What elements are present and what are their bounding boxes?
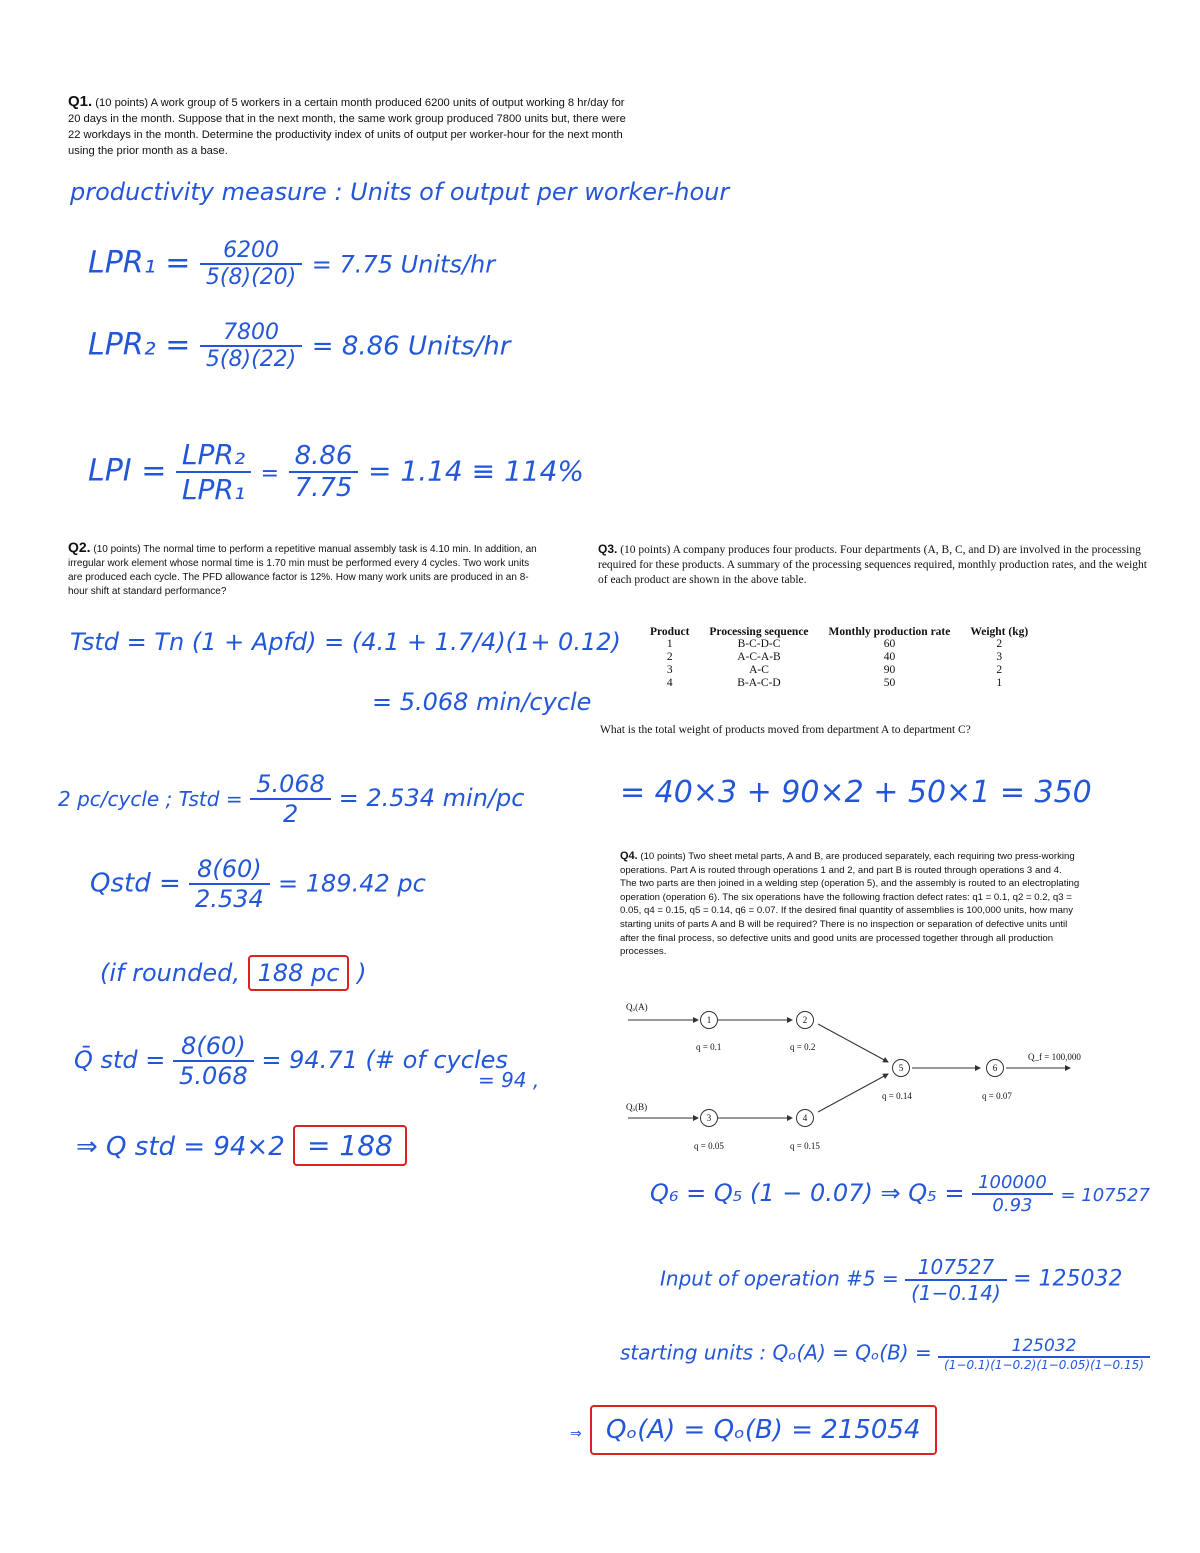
- q2-hw-per-piece: [58, 770, 524, 828]
- q4-final-answer-box: Qₒ(A) = Qₒ(B) = 215054: [590, 1405, 937, 1455]
- q3-table: [640, 626, 1038, 690]
- lpi-numerator-2: 8.86: [289, 441, 359, 473]
- q1-hw-lpr1: [88, 238, 495, 290]
- table-row: [640, 638, 1038, 651]
- q2-statement: [68, 540, 538, 599]
- lpi-fraction-2: [289, 441, 359, 503]
- start-label: starting units : Qₒ(A) = Qₒ(B) =: [620, 1340, 932, 1365]
- qb-label: Qₒ(B): [626, 1102, 648, 1112]
- table-cell: 4: [666, 677, 673, 689]
- rounded-answer-box: 188 pc: [248, 955, 350, 991]
- defect-rate-q5: q = 0.14: [882, 1091, 912, 1101]
- pc-result: = 2.534 min/pc: [338, 784, 525, 812]
- table-header-row: [640, 626, 1038, 638]
- q2-number: Q2.: [68, 539, 91, 555]
- lpi-label: LPI =: [88, 453, 167, 489]
- table-cell: 2: [996, 638, 1003, 650]
- q3-text: (10 points) A company produces four products. Four departments (A, B, C, and D) are involved in the processing required for these products. A summary of the processing sequences required, monthly production rates, and the weight of each product are shown in the above table.: [598, 544, 1147, 586]
- q2-hw-cycles: = 94 ,: [478, 1068, 540, 1092]
- qa-label: Qₒ(A): [626, 1002, 648, 1012]
- table-header: Processing sequence: [709, 626, 809, 638]
- lpr1-result: = 7.75 Units/hr: [311, 250, 496, 279]
- qbar-label: Q̄ std =: [74, 1046, 166, 1074]
- q6-label: Q₆ = Q₅ (1 − 0.07) ⇒ Q₅ =: [650, 1179, 965, 1207]
- defect-rate-q4: q = 0.15: [790, 1141, 820, 1151]
- table-cell: B-A-C-D: [737, 677, 781, 689]
- qbar-denominator: 5.068: [179, 1062, 248, 1090]
- q1-statement: [68, 94, 628, 159]
- table-row: [640, 677, 1038, 690]
- defect-rate-q2: q = 0.2: [790, 1042, 816, 1052]
- q2-hw-qstd: [90, 855, 426, 913]
- lpi-fraction: [176, 438, 251, 506]
- q3-question: What is the total weight of products moved from department A to department C?: [600, 724, 971, 736]
- input-numerator: 107527: [905, 1255, 1007, 1281]
- q4-text: (10 points) Two sheet metal parts, A and B, are produced separately, each requiring two press-working operations. Part A is routed through operations 1 and 2, and part B is routed through operations 3 and 4. The two parts are then joined in a welding step (operation 5), and the assembly is routed to an electroplating operation (operation 6). The six operations have the following fraction defect rates: q1 = 0.1, q2 = 0.2, q3 = 0.05, q4 = 0.15, q5 = 0.14, q6 = 0.07. If the desired final quantity of assemblies is 100,000 units, how many starting units of parts A and B will be required? There is no inspection or separation of defective units until after the final process, so defective units and good units are processed together through all production processes.: [620, 851, 1080, 958]
- input-fraction: [905, 1255, 1007, 1305]
- input-result: = 125032: [1013, 1266, 1123, 1292]
- defect-rate-q3: q = 0.05: [694, 1141, 724, 1151]
- table-cell: B-C-D-C: [737, 638, 781, 650]
- lpi-result: = 1.14 ≡ 114%: [368, 454, 585, 488]
- q2-hw-tstd-result: = 5.068 min/cycle: [372, 688, 592, 716]
- operation-node-5: 5: [892, 1059, 910, 1077]
- table-cell: 2: [996, 664, 1003, 676]
- table-cell: 60: [883, 638, 896, 650]
- q4-process-diagram: [620, 1000, 1100, 1160]
- q3-number: Q3.: [598, 542, 618, 556]
- lpi-numerator: LPR₂: [176, 438, 251, 473]
- qstd-numerator: 8(60): [189, 855, 270, 885]
- start-numerator: 125032: [938, 1336, 1150, 1358]
- process-arrows: [620, 1000, 1100, 1160]
- table-cell: 40: [883, 651, 896, 663]
- table-row: [640, 651, 1038, 664]
- q4-hw-starting-units: [620, 1336, 1150, 1372]
- input-denominator: (1−0.14): [911, 1281, 1001, 1305]
- lpr2-fraction: [200, 320, 302, 372]
- lpr1-numerator: 6200: [200, 238, 302, 265]
- q4-hw-input: [660, 1255, 1123, 1305]
- q6-denominator: 0.93: [992, 1195, 1033, 1216]
- qstd-label: Qstd =: [90, 868, 181, 899]
- q4-hw-q6: [650, 1172, 1150, 1216]
- qstd-result: = 189.42 pc: [278, 869, 426, 898]
- lpr1-label: LPR₁ =: [88, 245, 191, 281]
- table-row: [640, 664, 1038, 677]
- qbar-fraction: [173, 1032, 254, 1090]
- q1-hw-measure: productivity measure : Units of output per worker-hour: [70, 178, 730, 206]
- table-cell: 1: [666, 638, 673, 650]
- lpr2-label: LPR₂ =: [88, 327, 191, 363]
- q4-number: Q4.: [620, 850, 638, 862]
- q1-number: Q1.: [68, 93, 93, 110]
- qstd-fraction: [189, 855, 270, 913]
- q6-result: = 107527: [1060, 1185, 1150, 1206]
- table-cell: 2: [666, 651, 673, 663]
- pc-denominator: 2: [282, 800, 299, 828]
- rounded-prefix: (if rounded,: [100, 959, 240, 987]
- q2-hw-final: [76, 1125, 407, 1166]
- rounded-suffix: ): [357, 959, 367, 987]
- defect-rate-q6: q = 0.07: [982, 1091, 1012, 1101]
- q4-statement: [620, 850, 1080, 959]
- q2-hw-rounded: [100, 955, 366, 991]
- table-cell: 3: [996, 651, 1003, 663]
- operation-node-3: 3: [700, 1109, 718, 1127]
- defect-rate-q1: q = 0.1: [696, 1042, 722, 1052]
- final-prefix: ⇒ Q std = 94×2: [76, 1132, 285, 1162]
- lpr1-denominator: 5(8)(20): [205, 265, 297, 290]
- qbar-numerator: 8(60): [173, 1032, 254, 1062]
- table-cell: A-C: [749, 664, 769, 676]
- qbar-result: = 94.71 (# of cycles: [261, 1046, 508, 1074]
- table-cell: A-C-A-B: [737, 651, 781, 663]
- table-header: Weight (kg): [970, 626, 1029, 638]
- q4-hw-final: [570, 1405, 937, 1455]
- operation-node-6: 6: [986, 1059, 1004, 1077]
- q3-hw-answer: = 40×3 + 90×2 + 50×1 = 350: [620, 775, 1092, 810]
- final-quantity-label: Q_f = 100,000: [1028, 1052, 1081, 1062]
- table-header: Monthly production rate: [828, 626, 951, 638]
- lpr1-fraction: [200, 238, 302, 290]
- lpi-equals: =: [260, 461, 280, 487]
- start-denominator: (1−0.1)(1−0.2)(1−0.05)(1−0.15): [944, 1358, 1144, 1372]
- pc-fraction: [250, 770, 331, 828]
- operation-node-4: 4: [796, 1109, 814, 1127]
- table-cell: 90: [883, 664, 896, 676]
- pc-label: 2 pc/cycle ; Tstd =: [58, 787, 243, 811]
- table-cell: 3: [666, 664, 673, 676]
- input-label: Input of operation #5 =: [660, 1266, 899, 1291]
- q6-numerator: 100000: [972, 1172, 1053, 1195]
- q1-hw-lpr2: [88, 320, 510, 372]
- lpr2-result: = 8.86 Units/hr: [311, 331, 511, 362]
- q4-final-prefix: ⇒: [570, 1426, 582, 1442]
- lpi-denominator: LPR₁: [181, 473, 246, 506]
- q1-text: (10 points) A work group of 5 workers in a certain month produced 6200 units of output working 8 hr/day for 20 days in the month. Suppose that in the next month, the same work group produced 7800 units but, there were 22 workdays in the month. Determine the productivity index of units of output per worker-hour for the next month using the prior month as a base.: [68, 97, 626, 157]
- pc-numerator: 5.068: [250, 770, 331, 800]
- q6-fraction: [972, 1172, 1053, 1216]
- operation-node-1: 1: [700, 1011, 718, 1029]
- q3-statement: [598, 542, 1148, 588]
- start-fraction: [938, 1336, 1150, 1372]
- q2-hw-qbar: [74, 1032, 508, 1090]
- q1-hw-lpi: [88, 438, 584, 506]
- q2-hw-tstd: Tstd = Tn (1 + Apfd) = (4.1 + 1.7/4)(1+ 0.12): [70, 628, 621, 656]
- lpi-denominator-2: 7.75: [294, 473, 353, 503]
- operation-node-2: 2: [796, 1011, 814, 1029]
- qstd-denominator: 2.534: [195, 885, 264, 913]
- lpr2-denominator: 5(8)(22): [205, 347, 297, 372]
- final-answer-box: = 188: [293, 1125, 407, 1166]
- q2-text: (10 points) The normal time to perform a repetitive manual assembly task is 4.10 min. In addition, an irregular work element whose normal time is 1.70 min must be performed every 4 cycles. Two work units are produced each cycle. The PFD allowance factor is 12%. How many work units are produced in an 8-hour shift at standard performance?: [68, 544, 537, 597]
- lpr2-numerator: 7800: [200, 320, 302, 347]
- table-cell: 1: [996, 677, 1003, 689]
- table-header: Product: [650, 626, 690, 638]
- table-cell: 50: [883, 677, 896, 689]
